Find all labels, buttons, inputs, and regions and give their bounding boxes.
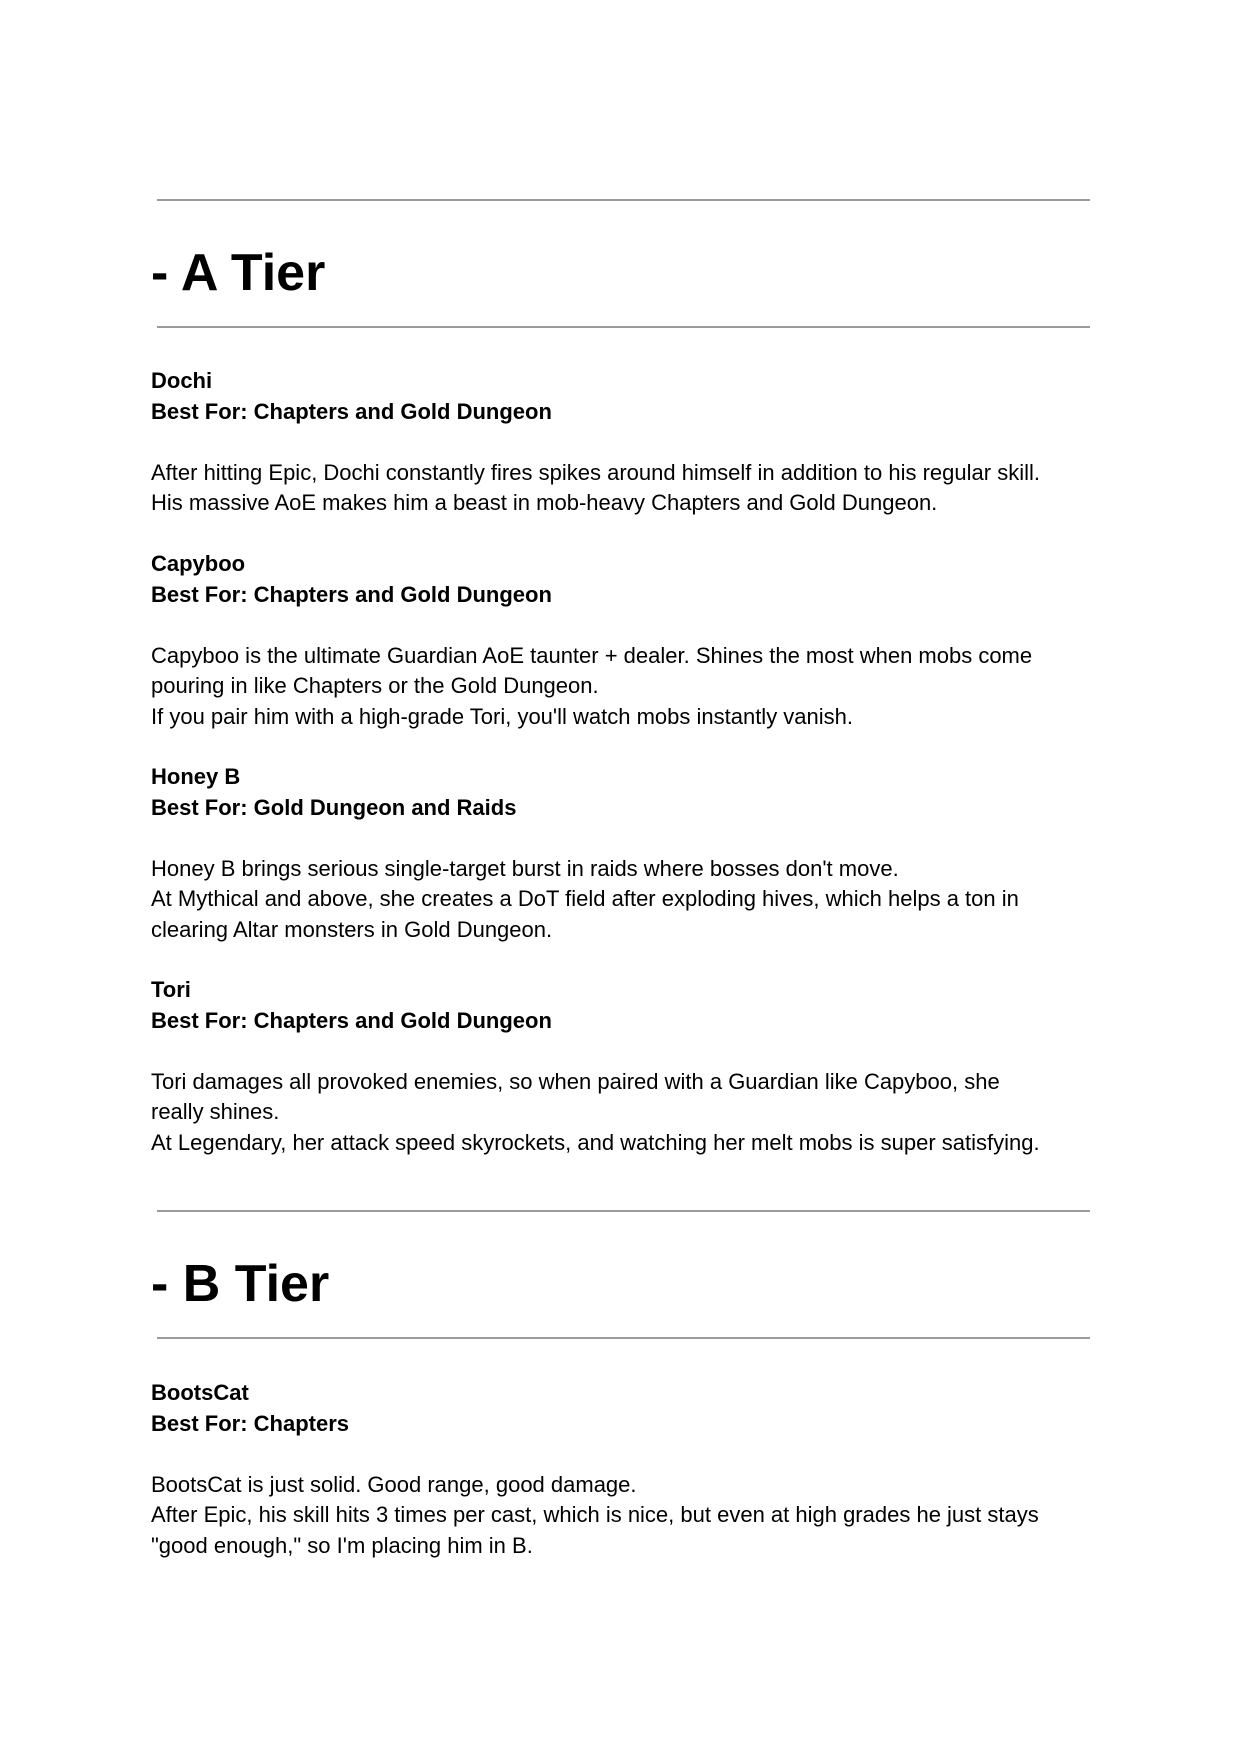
entry-description-line: After hitting Epic, Dochi constantly fires spikes around himself in addition to his regular skill. — [151, 459, 1040, 485]
divider-top-a — [157, 199, 1090, 201]
entry-name: BootsCat — [151, 1380, 249, 1405]
entry-name: Dochi — [151, 368, 213, 393]
tier-heading-a: - A Tier — [151, 244, 326, 302]
entry-name: Tori — [151, 977, 191, 1002]
entry-description-line: "good enough," so I'm placing him in B. — [151, 1532, 533, 1558]
entry-best-for: Best For: Chapters — [151, 1410, 350, 1436]
divider-top-b — [157, 1210, 1090, 1212]
entry-description-line: really shines. — [151, 1099, 280, 1124]
divider-bottom-b — [157, 1337, 1090, 1339]
entry-description-line: His massive AoE makes him a beast in mob-heavy Chapters and Gold Dungeon. — [151, 490, 938, 515]
entry-description-line: Honey B brings serious single-target burst in raids where bosses don't move. — [151, 855, 899, 881]
entry-best-for: Best For: Chapters and Gold Dungeon — [151, 1007, 552, 1033]
entry-tori — [151, 975, 1111, 1158]
entry-honey-b — [151, 762, 1111, 945]
entry-best-for: Best For: Chapters and Gold Dungeon — [151, 398, 552, 424]
tier-heading-b: - B Tier — [151, 1255, 330, 1313]
entry-capyboo — [151, 549, 1111, 732]
entry-dochi — [151, 366, 1111, 519]
entry-description-line: pouring in like Chapters or the Gold Dungeon. — [151, 673, 599, 698]
entry-description-line: BootsCat is just solid. Good range, good damage. — [151, 1471, 637, 1497]
entry-description-line: Capyboo is the ultimate Guardian AoE taunter + dealer. Shines the most when mobs come — [151, 642, 1033, 668]
entry-description-line: clearing Altar monsters in Gold Dungeon. — [151, 916, 553, 942]
entry-description-line: Tori damages all provoked enemies, so when paired with a Guardian like Capyboo, she — [151, 1068, 1000, 1094]
entry-description-line: After Epic, his skill hits 3 times per cast, which is nice, but even at high grades he just stays — [151, 1502, 1039, 1527]
entry-best-for: Best For: Gold Dungeon and Raids — [151, 794, 517, 820]
entry-description-line: At Legendary, her attack speed skyrockets, and watching her melt mobs is super satisfying. — [151, 1129, 1040, 1155]
entry-bootscat — [151, 1378, 1111, 1561]
entry-description-line: At Mythical and above, she creates a DoT field after exploding hives, which helps a ton in — [151, 886, 1019, 911]
entry-best-for: Best For: Chapters and Gold Dungeon — [151, 581, 552, 607]
divider-bottom-a — [157, 326, 1090, 328]
entry-name: Capyboo — [151, 551, 246, 576]
entry-name: Honey B — [151, 764, 241, 789]
entry-description-line: If you pair him with a high-grade Tori, you'll watch mobs instantly vanish. — [151, 703, 854, 729]
